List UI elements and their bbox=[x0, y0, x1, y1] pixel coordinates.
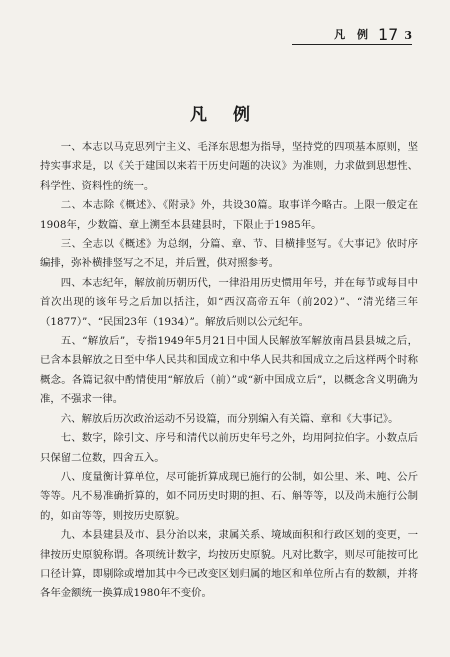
paragraph-9: 九、本县建县及市、县分治以来，隶属关系、境域面积和行政区划的变更，一律按历史原貌称谓。各项统计数字，均按历史原貌。凡对比数字，则尽可能按可比口径计算，即剔除或增加其中今已改变区划归属的地区和单位所占有的数额，并将各年金额统一换算成1980年不变价。 bbox=[40, 529, 418, 600]
paragraph-2: 二、本志除《概述》、《附录》外，共设30篇。取事详今略古。上限一般定在1908年，少数篇、章上溯至本县建县时，下限止于1985年。 bbox=[40, 199, 418, 231]
page-number: 3 bbox=[404, 29, 412, 42]
paragraph-4: 四、本志纪年，解放前历朝历代，一律沿用历史惯用年号，并在每节或每目中首次出现的该年号之后加以括注，如“西汉高帝五年（前202）”、“清光绪三年（1877）”、“民国23年（1934）”。解放后则以公元纪年。 bbox=[40, 276, 418, 328]
handwritten-page-mark: 17 bbox=[377, 25, 399, 44]
page-title: 凡 例 bbox=[190, 105, 260, 125]
body-text bbox=[40, 138, 418, 604]
running-head bbox=[292, 22, 412, 45]
paragraph-8: 八、度量衡计算单位，尽可能折算成现已施行的公制，如公里、米、吨、公斤等等。凡不易准确折算的，如不同历史时期的担、石、斛等等，以及尚未施行公制的，如亩等等，则按历史原貌。 bbox=[40, 470, 418, 522]
paragraph-7: 七、数字，除引文、序号和清代以前历史年号之外，均用阿拉伯字。小数点后只保留二位数，四舍五入。 bbox=[40, 432, 418, 464]
running-head-title: 凡 例 bbox=[334, 28, 372, 41]
paragraph-5: 五、“解放后”，专指1949年5月21日中国人民解放军解放南昌县县城之后，已含本县解放之日至中华人民共和国成立和中华人民共和国成立之后这样两个时称概念。各篇记叙中酌情使用“解放后（前）”或“新中国成立后”，以概念含义明确为准，不强求一律。 bbox=[40, 335, 418, 406]
paragraph-1: 一、本志以马克思列宁主义、毛泽东思想为指导，坚持党的四项基本原则，坚持实事求是，以《关于建国以来若干历史问题的决议》为准则，力求做到思想性、科学性、资料性的统一。 bbox=[40, 141, 418, 192]
paragraph-3: 三、全志以《概述》为总纲，分篇、章、节、目横排竖写。《大事记》依时序编排，弥补横排竖写之不足，并后置，供对照参考。 bbox=[40, 238, 418, 270]
paragraph-6: 六、解放后历次政治运动不另设篇，而分别编入有关篇、章和《大事记》。 bbox=[60, 412, 399, 425]
